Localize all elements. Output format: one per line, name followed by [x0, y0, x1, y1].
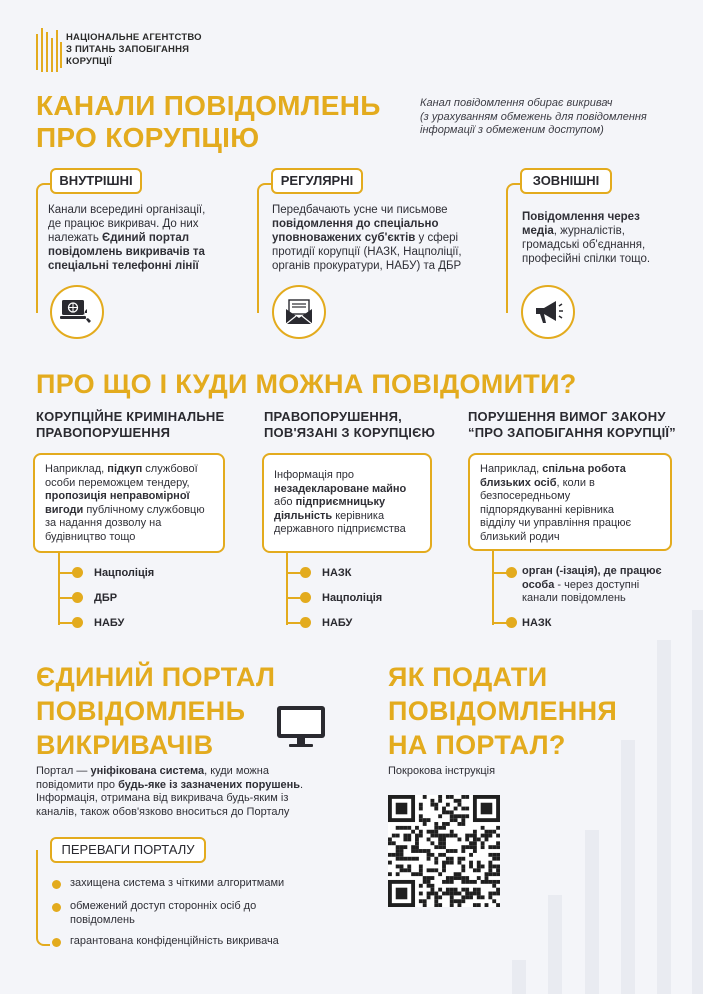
bullet-dot — [72, 592, 83, 603]
page-title-line: ПРО КОРУПЦІЮ — [36, 122, 260, 153]
text-line — [480, 517, 660, 531]
text-line — [480, 490, 660, 504]
channel-bracket — [257, 183, 273, 313]
advantage-item — [70, 935, 279, 949]
authority-item: НАЗК — [522, 617, 552, 629]
text-line — [272, 259, 492, 273]
note-line: Канал повідомлення обирає викривач — [420, 97, 613, 109]
bullet-dot — [300, 617, 311, 628]
text-line — [274, 510, 420, 524]
connector-line — [492, 551, 494, 625]
bullet-dot — [506, 567, 517, 578]
text-segment: де працює викривач. До них — [48, 218, 199, 230]
example-box — [468, 453, 672, 551]
text-segment: , коли в — [556, 476, 595, 489]
text-segment: у сфері — [415, 232, 459, 244]
text-segment: відділу чи управління працює — [480, 517, 632, 529]
text-segment: особи переможцем тендеру, — [45, 476, 190, 489]
qr-code-icon[interactable] — [388, 795, 500, 907]
example-box — [33, 453, 225, 553]
column-title-line: КОРУПЦІЙНЕ КРИМІНАЛЬНЕ — [36, 409, 225, 424]
page-title — [36, 90, 381, 154]
text-line — [522, 592, 682, 606]
column-title — [36, 409, 224, 441]
channel-text-regular — [272, 203, 492, 273]
channel-label-internal: ВНУТРІШНІ — [50, 168, 142, 194]
text-segment: спеціальні телефонні лінії — [48, 260, 199, 272]
text-line — [272, 245, 492, 259]
text-segment: канали повідомлень — [522, 592, 626, 604]
text-line — [45, 490, 213, 504]
text-line — [522, 579, 682, 593]
text-segment: органів прокуратури, НАБУ) та ДБР — [272, 260, 462, 272]
advantage-dot — [52, 938, 61, 947]
how-to-subtitle: Покрокова інструкція — [388, 765, 496, 777]
text-segment: безпосередньому — [480, 490, 571, 502]
decor-bar — [512, 960, 526, 994]
text-line — [274, 483, 420, 497]
text-segment: повідомлень викривачів та — [48, 246, 205, 258]
text-segment: протидії корупції (НАЗК, Нацполіції, — [272, 246, 462, 258]
channel-icon-circle — [272, 285, 326, 339]
text-segment: вигоди — [45, 503, 84, 516]
text-segment: службової — [142, 463, 198, 475]
text-line — [36, 765, 356, 779]
bullet-dot — [300, 592, 311, 603]
agency-name-line: НАЦІОНАЛЬНЕ АГЕНТСТВО — [66, 32, 202, 43]
text-line — [272, 231, 492, 245]
authority-item-organization — [522, 565, 682, 606]
text-segment: Наприклад, — [480, 463, 543, 475]
text-segment: діяльність — [274, 509, 333, 522]
text-line — [36, 806, 356, 820]
advantage-line: захищена система з чіткими алгоритмами — [70, 877, 285, 889]
how-to-title-line: НА ПОРТАЛ? — [388, 730, 566, 760]
authority-item: НАБУ — [94, 617, 125, 629]
text-segment: будь-яке із зазначених порушень — [118, 778, 301, 791]
text-segment: , куди можна — [204, 765, 269, 777]
text-segment: Наприклад, — [45, 463, 108, 475]
text-segment: Повідомлення через — [522, 211, 640, 223]
text-segment: близьких осіб — [480, 476, 557, 489]
text-segment: повідомлення до спеціально — [272, 218, 439, 230]
bullet-dot — [72, 617, 83, 628]
channel-icon-circle — [521, 285, 575, 339]
bullet-dot — [506, 617, 517, 628]
advantages-label: ПЕРЕВАГИ ПОРТАЛУ — [50, 837, 206, 863]
text-segment: . — [300, 778, 304, 791]
text-segment: належать — [48, 232, 103, 244]
text-line — [522, 238, 692, 252]
text-segment: Передбачають усне чи письмове — [272, 204, 448, 216]
channel-label-external: ЗОВНІШНІ — [520, 168, 612, 194]
agency-name — [66, 32, 202, 68]
decor-bar — [657, 640, 671, 994]
agency-logo-icon — [36, 28, 62, 76]
text-line — [480, 463, 660, 477]
computer-phone-icon — [60, 297, 94, 327]
text-segment: особа — [522, 578, 555, 591]
text-line — [48, 245, 248, 259]
how-to-title — [388, 660, 617, 762]
text-line — [480, 477, 660, 491]
text-segment: медіа — [522, 225, 554, 237]
text-line — [48, 217, 248, 231]
text-line — [48, 259, 248, 273]
text-line — [274, 523, 420, 537]
text-segment: підприємницьку — [295, 496, 386, 508]
megaphone-icon — [532, 298, 564, 326]
text-segment: уніфікована система — [90, 765, 205, 777]
text-line — [522, 210, 692, 224]
authority-item: Нацполіція — [322, 592, 383, 604]
text-line — [45, 531, 213, 545]
text-segment: уповноважених суб'єктів — [272, 232, 416, 244]
column-title-line: ПРАВОПОРУШЕННЯ — [36, 425, 171, 440]
text-segment: Інформація про — [274, 469, 355, 481]
channel-text-external — [522, 210, 692, 266]
column-title — [264, 409, 435, 441]
bullet-dot — [300, 567, 311, 578]
text-line — [45, 517, 213, 531]
text-segment: незадеклароване майно — [274, 482, 407, 495]
example-box — [262, 453, 432, 553]
text-line — [48, 203, 248, 217]
text-line — [272, 203, 492, 217]
authority-item: ДБР — [94, 592, 118, 604]
column-title-line: ПРАВОПОРУШЕННЯ, — [264, 409, 402, 424]
agency-name-line: КОРУПЦІЇ — [66, 56, 112, 67]
text-segment: , журналістів, — [553, 225, 625, 237]
column-title — [468, 409, 676, 441]
text-segment: спільна робота — [542, 463, 626, 475]
connector-line — [286, 553, 288, 625]
text-segment: громадські об'єднання, — [522, 239, 646, 251]
text-segment: будівництво тощо — [45, 530, 136, 543]
text-segment: Портал — — [36, 765, 91, 777]
how-to-title-line: ЯК ПОДАТИ — [388, 662, 548, 692]
note-line: (з урахуванням обмежень для повідомлення — [420, 110, 647, 123]
advantage-item — [70, 877, 284, 891]
text-segment: повідомити про — [36, 778, 119, 791]
text-segment: орган (-ізація), де працює — [522, 565, 662, 577]
text-segment: підкуп — [107, 463, 143, 475]
advantage-dot — [52, 880, 61, 889]
text-line — [272, 217, 492, 231]
channel-bracket — [506, 183, 522, 313]
text-line — [274, 496, 420, 510]
decor-bar — [692, 610, 703, 994]
advantage-item — [70, 900, 256, 927]
text-segment: за надання дозволу на — [45, 517, 162, 529]
decor-bar — [621, 740, 635, 994]
portal-title-line: ВИКРИВАЧІВ — [36, 730, 214, 760]
advantage-line: обмежений доступ сторонніх осіб до — [70, 900, 257, 912]
advantage-line: повідомлень — [70, 913, 135, 926]
text-line — [45, 463, 213, 477]
text-segment: Єдиний портал — [102, 232, 190, 244]
decor-bar — [585, 830, 599, 994]
channel-text-internal — [48, 203, 248, 273]
column-title-line: ПОВ'ЯЗАНІ З КОРУПЦІЄЮ — [264, 425, 436, 440]
portal-title — [36, 660, 275, 762]
portal-title-line: ЄДИНИЙ ПОРТАЛ — [36, 662, 276, 692]
text-line — [36, 779, 356, 793]
text-segment: професійні спілки тощо. — [522, 253, 651, 265]
note-line: інформації з обмеженим доступом) — [420, 124, 604, 136]
intro-note — [420, 97, 647, 138]
envelope-icon — [284, 298, 314, 326]
text-segment: Канали всередині організації, — [48, 204, 206, 216]
bullet-dot — [72, 567, 83, 578]
text-line — [522, 565, 682, 579]
channel-label-regular: РЕГУЛЯРНІ — [271, 168, 363, 194]
column-title-line: ПОРУШЕННЯ ВИМОГ ЗАКОНУ — [468, 409, 666, 424]
text-segment: державного підприємства — [274, 523, 406, 535]
section-title-what-where: ПРО ЩО І КУДИ МОЖНА ПОВІДОМИТИ? — [36, 369, 577, 399]
text-segment: публічному службовцю — [83, 503, 205, 516]
authority-item: НАЗК — [322, 567, 352, 579]
text-line — [36, 792, 356, 806]
text-segment: або — [274, 496, 296, 508]
portal-description — [36, 765, 356, 819]
text-segment: пропозиція неправомірної — [45, 490, 190, 502]
text-line — [480, 531, 660, 545]
page-title-line: КАНАЛИ ПОВІДОМЛЕНЬ — [36, 90, 381, 121]
text-segment: керівника — [332, 509, 385, 522]
text-segment: каналів, також обов'язково вноситься до Порталу — [36, 805, 290, 818]
advantage-dot — [52, 903, 61, 912]
text-line — [274, 469, 420, 483]
column-title-line: “ПРО ЗАПОБІГАННЯ КОРУПЦІЇ” — [468, 425, 676, 440]
advantage-line: гарантована конфіденційність викривача — [70, 935, 279, 947]
decor-bar — [548, 895, 562, 994]
agency-name-line: З ПИТАНЬ ЗАПОБІГАННЯ — [66, 44, 190, 55]
text-segment: підпорядкуванні керівника — [480, 503, 615, 516]
text-line — [522, 224, 692, 238]
advantages-bracket — [36, 850, 50, 946]
text-line — [45, 477, 213, 491]
channel-icon-circle — [50, 285, 104, 339]
text-segment: Інформація, отримана від викривача будь-яким із — [36, 792, 289, 804]
connector-line — [58, 553, 60, 625]
portal-title-line: ПОВІДОМЛЕНЬ — [36, 696, 246, 726]
authority-item: Нацполіція — [94, 567, 155, 579]
text-segment: близький родич — [480, 530, 560, 543]
text-line — [48, 231, 248, 245]
text-line — [45, 504, 213, 518]
how-to-title-line: ПОВІДОМЛЕННЯ — [388, 696, 618, 726]
text-line — [480, 504, 660, 518]
text-line — [522, 252, 692, 266]
authority-item: НАБУ — [322, 617, 353, 629]
text-segment: - через доступні — [554, 578, 640, 591]
monitor-icon — [276, 705, 326, 749]
